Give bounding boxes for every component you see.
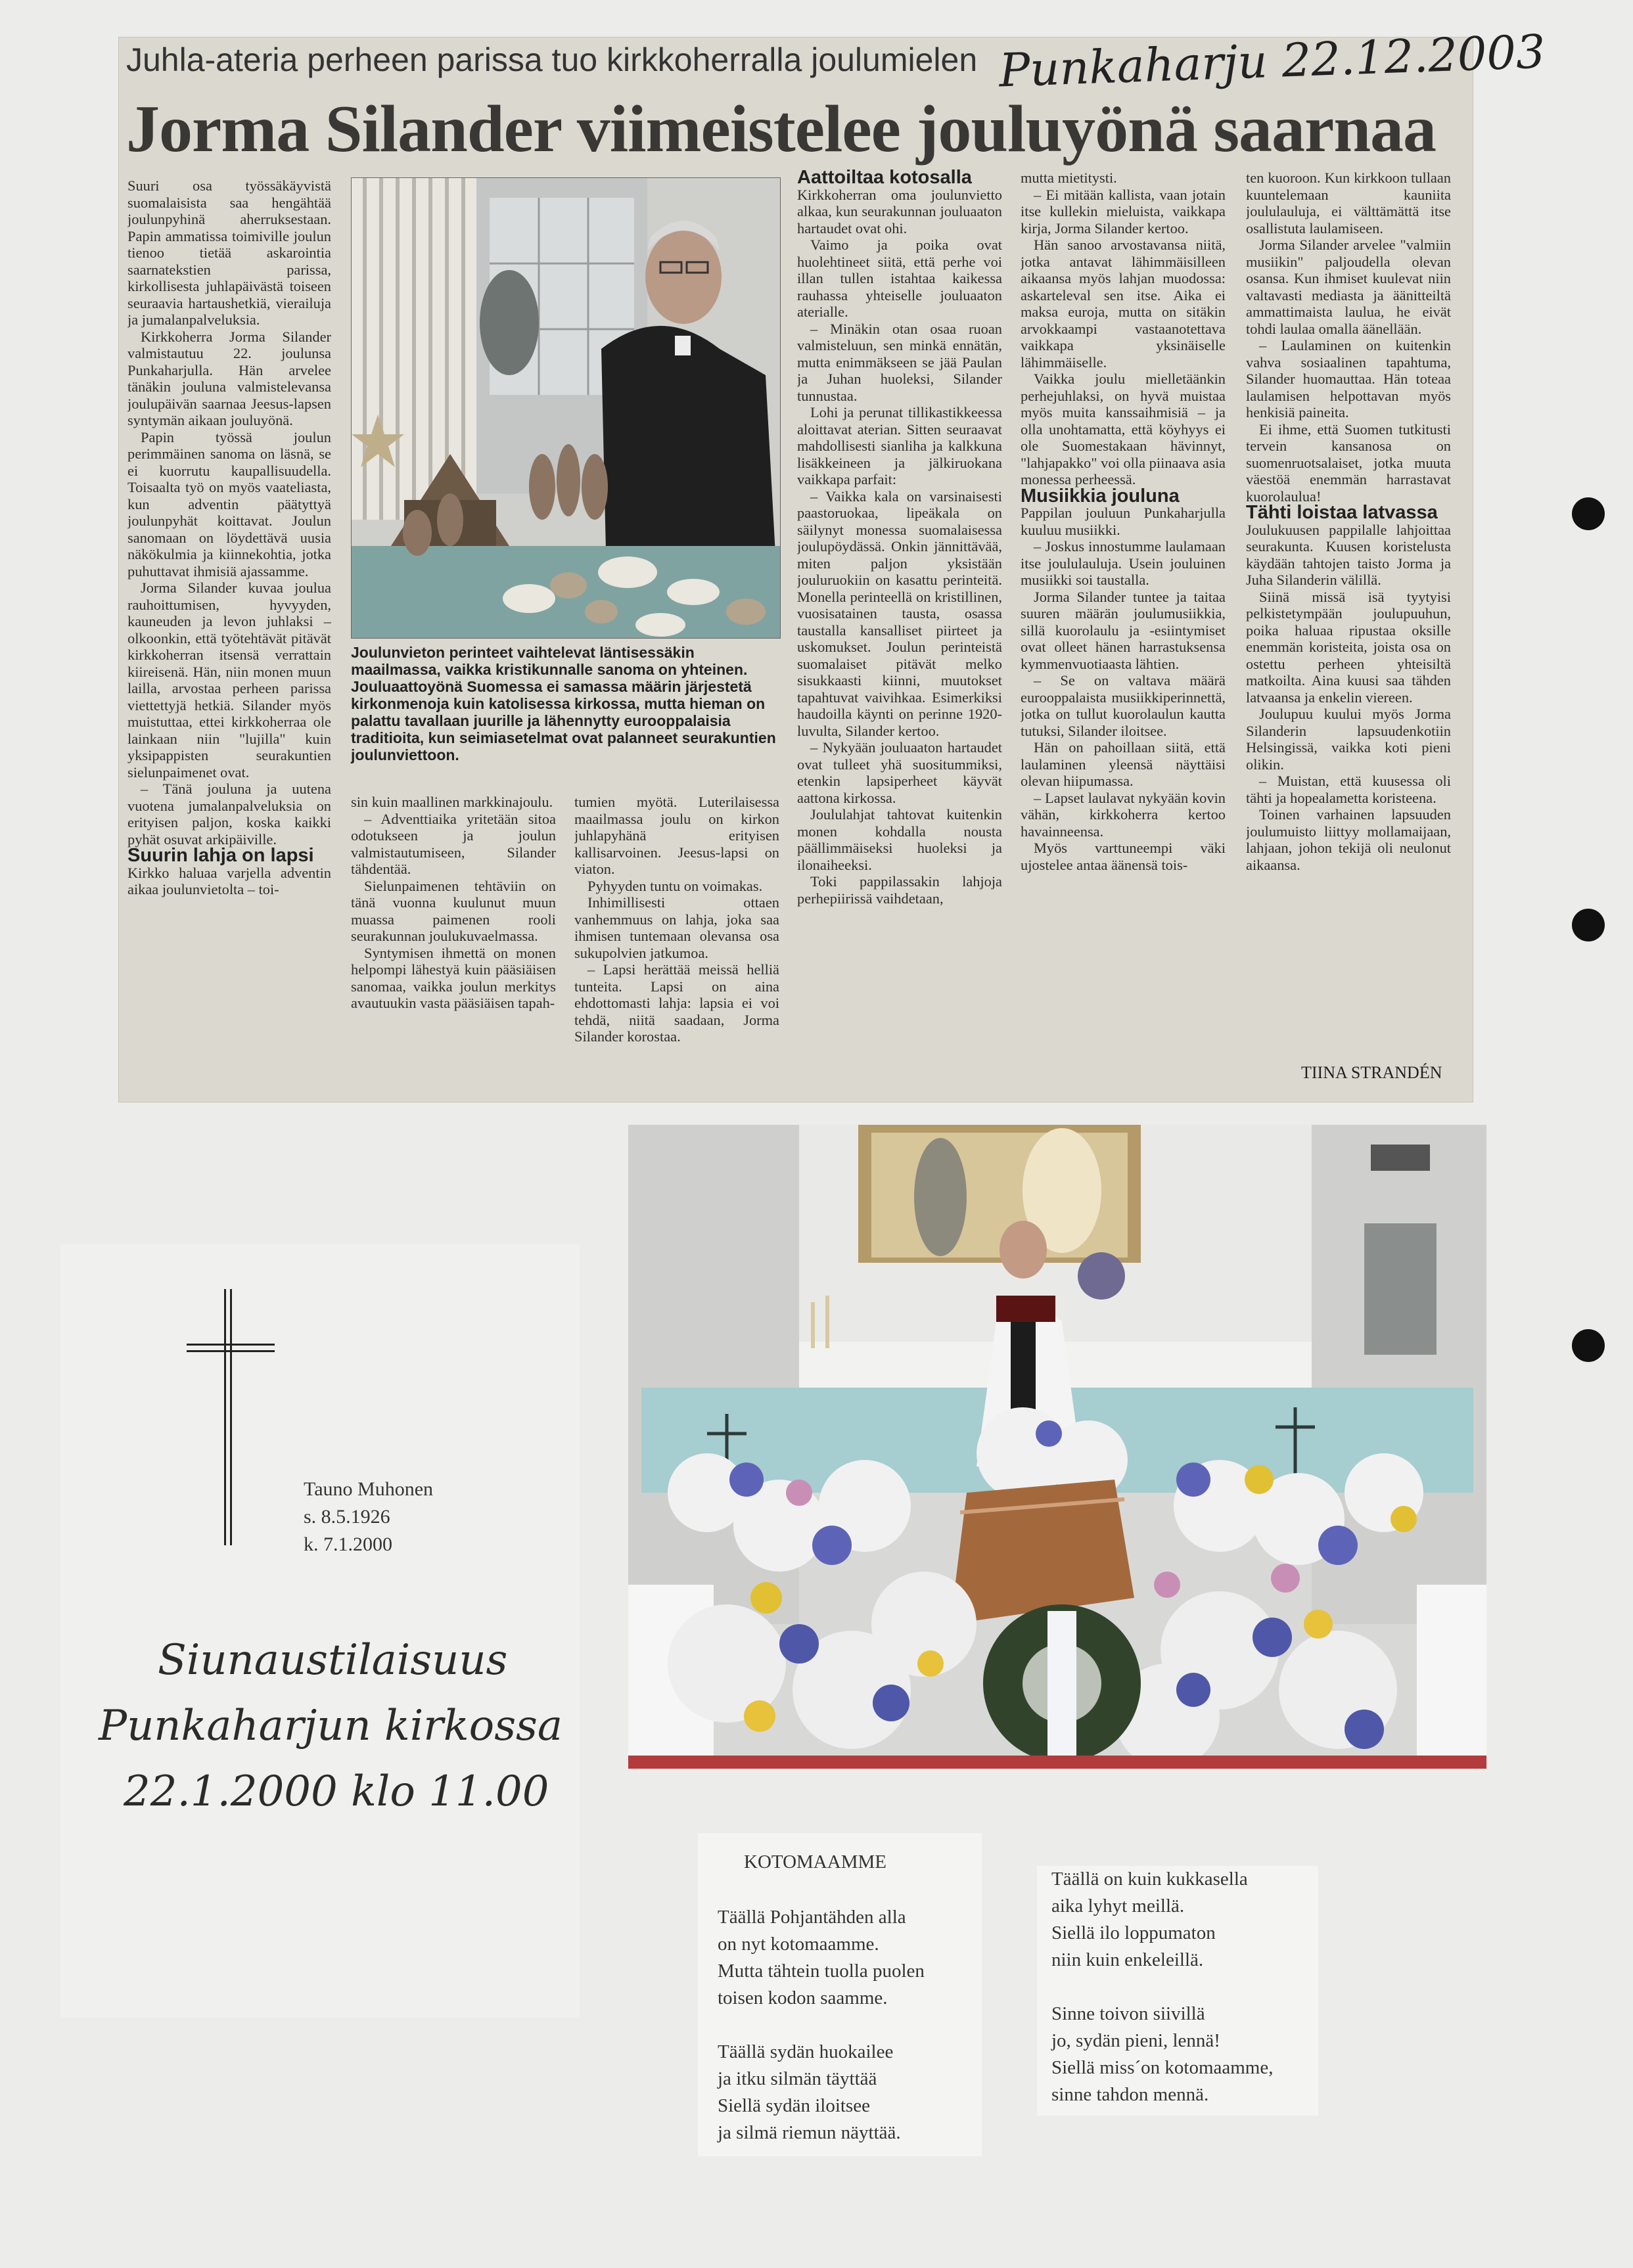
poem-line: on nyt kotomaamme. bbox=[718, 1934, 879, 1955]
poem-line: Täällä on kuin kukkasella bbox=[1051, 1869, 1248, 1890]
col4-subheading: Aattoiltaa kotosalla bbox=[797, 170, 972, 188]
col5-paragraph-2: – Ei mitään kallista, vaan jotain itse kullekin mieluista, vaikkapa kirja, Jorma Silander kertoo. bbox=[1021, 186, 1226, 237]
article-column-4 bbox=[797, 170, 1002, 1102]
poem-line: Täällä Pohjantähden alla bbox=[718, 1907, 906, 1928]
col6-paragraph-4: Ei ihme, että Suomen tutkitusti tervein kansanosa on suomenruotsalaiset, jotka muuta väestöä enemmän harrastavat kuorolaulua! bbox=[1246, 420, 1451, 505]
col3-paragraph-2: Pyhyyden tuntu on voimakas. bbox=[587, 877, 763, 894]
deceased-name: Tauno Muhonen bbox=[304, 1478, 434, 1500]
col4-paragraph-1: Kirkkoherran oma joulunvietto alkaa, kun seurakunnan jouluaaton hartaudet ovat ohi. bbox=[797, 186, 1002, 237]
card-title-line-1: Siunaustilaisuus bbox=[158, 1636, 508, 1685]
col1-paragraph-6: Kirkko haluaa varjella adventin aikaa joulunvietolta – toi- bbox=[127, 864, 331, 897]
poem-line: ja itku silmän täyttää bbox=[718, 2068, 877, 2089]
col6-paragraph-8: – Muistan, että kuusessa oli tähti ja hopealametta koristeena. bbox=[1246, 773, 1451, 806]
binder-hole-icon bbox=[1572, 909, 1605, 941]
article-column-5 bbox=[1021, 170, 1226, 1102]
article-column-1 bbox=[127, 177, 331, 1097]
article-kicker: Juhla-ateria perheen parissa tuo kirkkoherralla joulumielen bbox=[126, 41, 978, 78]
col1-paragraph-1: Suuri osa työssäkäyvistä suomalaisista saa hengähtää joulunpyhinä aherruksestaan. Papin ammatissa toimiville joulun tienoo tietää askarointia saarnatekstien parissa, kirkollisesta juhlapäivästä toiseen seuraavia hartaushetkiä, vierailuja ja jumalanpalveluksia. bbox=[127, 177, 331, 328]
col1-paragraph-5: – Tänä jouluna ja uutena vuotena jumalanpalveluksia on erityisen paljon, koska kaikki pyhät osuvat arkipäiville. bbox=[127, 781, 331, 848]
poem-line: sinne tahdon mennä. bbox=[1051, 2084, 1209, 2105]
col5-paragraph-1: mutta mietitysti. bbox=[1021, 170, 1117, 186]
funeral-card bbox=[60, 1244, 580, 2018]
col1-subheading: Suurin lahja on lapsi bbox=[127, 845, 314, 866]
col4-paragraph-4: Lohi ja perunat tillikastikkeessa aloittavat aterian. Sitten seuraavat mahdollisesti sianliha ja kalkkuna lisäkkeineen ja jälkiruokana vaikkapa parfait: bbox=[797, 404, 1002, 488]
photo-caption: Joulunvieton perinteet vaihtelevat läntisessäkin maailmassa, vaikka kristikunnalle sanoma on yhteinen. Jouluaattoyönä Suomessa ei samassa määrin järjestetä kirkonmenoja kuin katolisessa kirkossa, mutta hieman on palattu tavallaan juurille ja lähennytty eurooppalaisia traditioita, kun seimiasetelmat ovat palanneet seurakuntien joulunviettoon. bbox=[351, 644, 776, 763]
col4-paragraph-2: Vaimo ja poika ovat huolehtineet siitä, että perhe voi illan tullen istahtaa kaikessa rauhassa yhteiselle jouluaaton aterialle. bbox=[797, 237, 1002, 320]
death-date: k. 7.1.2000 bbox=[304, 1533, 392, 1555]
church-funeral-illustration bbox=[628, 1125, 1486, 1769]
col3-paragraph-4: – Lapsi herättää meissä helliä tunteita. Lapsi on aina ehdottomasti lahja: lapsia ei voi tehdä, niitä saadaan, Jorma Silander korostaa. bbox=[574, 961, 779, 1045]
col5-paragraph-3: Hän sanoo arvostavansa niitä, jotka antavat lähimmäisilleen aikaansa myös lahjan muodossa: askarteleval sen itse. Aika ei maksa euroja, mutta on sitäkin arvokkaampi vastaanotettava vaikkapa yksinäiselle lähimmäiselle. bbox=[1021, 237, 1226, 371]
col2-paragraph-1: sin kuin maallinen markkinajoulu. bbox=[351, 794, 553, 810]
col1-paragraph-2: Kirkkoherra Jorma Silander valmistautuu 22. joulunsa Punkaharjulla. Hän arvelee tänäkin jouluna valmistelevansa joulupäivän saarnaa Jeesus-lapsen syntymän aikaan jouluyönä. bbox=[127, 328, 331, 428]
article-column-6 bbox=[1246, 170, 1451, 1056]
poem-line: Täällä sydän huokailee bbox=[718, 2041, 894, 2062]
article-headline: Jorma Silander viimeistelee jouluyönä saarnaa bbox=[126, 92, 1437, 166]
binder-hole-icon bbox=[1572, 497, 1605, 530]
poem-line: jo, sydän pieni, lennä! bbox=[1051, 2030, 1220, 2051]
col5-paragraph-6: – Joskus innostumme laulamaan itse joululauluja. Usein jouluinen musiikki soi taustalla. bbox=[1021, 538, 1226, 588]
col5-paragraph-5: Pappilan jouluun Punkaharjulla kuuluu musiikki. bbox=[1021, 505, 1226, 538]
poem-title: KOTOMAAMME bbox=[744, 1851, 886, 1872]
col6-paragraph-5: Joulukuusen pappilalle lahjoittaa seurakunta. Kuusen koristelusta käydään tahtojen taisto Jorma ja Juha Silanderin välillä. bbox=[1246, 521, 1451, 588]
church-funeral-photo bbox=[628, 1125, 1486, 1769]
col3-paragraph-3: Inhimillisesti ottaen vanhemmuus on lahja, joka saa ihmisen tuntemaan olevansa osa sukupolvien jatkumoa. bbox=[574, 894, 779, 961]
col2-paragraph-4: Syntymisen ihmettä on monen helpompi lähestyä kuin pääsiäisen sanomaa, vaikka joulun merkitys avautuukin vasta pääsiäisen tapah- bbox=[351, 944, 556, 1011]
poem-line: Siellä sydän iloitsee bbox=[718, 2095, 870, 2116]
poem-line: Siellä ilo loppumaton bbox=[1051, 1922, 1216, 1943]
priest-nativity-photo bbox=[351, 177, 781, 639]
article-column-3 bbox=[574, 794, 779, 1102]
card-title-line-2: Punkaharjun kirkossa bbox=[99, 1702, 563, 1750]
cross-icon bbox=[224, 1289, 226, 1545]
col6-paragraph-7: Joulupuu kuului myös Jorma Silanderin lapsuudenkotiin Helsingissä, vaikka koti pieni olikin. bbox=[1246, 706, 1451, 773]
cross-bar-bottom bbox=[187, 1350, 275, 1352]
col6-paragraph-2: Jorma Silander arvelee "valmiin musiikin" paljoudella olevan osansa. Kun ihmiset kuulevat niin valtavasti mediasta ja äänitteiltä ammattimaista laulua, he eivät tohdi laulaa omalla äänellään. bbox=[1246, 237, 1451, 337]
col6-subheading: Tähti loistaa latvassa bbox=[1246, 502, 1438, 523]
poem-line: aika lyhyt meillä. bbox=[1051, 1895, 1185, 1916]
card-title-line-3: 22.1.2000 klo 11.00 bbox=[124, 1767, 549, 1816]
col5-paragraph-7: Jorma Silander tuntee ja taitaa suuren määrän joulumusiikkia, sillä kuorolaulu ja -esiintymiset ovat olleet hänen harrastuksensa kymmenvuotiaasta lähtien. bbox=[1021, 588, 1226, 672]
poem-line: Mutta tähtein tuolla puolen bbox=[718, 1961, 925, 1982]
col3-paragraph-1: tumien myötä. Luterilaisessa maailmassa joulu on kirkon juhlapyhänä erityisen kallisarvoinen. Jeesus-lapsi on viaton. bbox=[574, 794, 779, 877]
binder-hole-icon bbox=[1572, 1329, 1605, 1362]
col4-paragraph-8: Toki pappilassakin lahjoja perhepiirissä vaihdetaan, bbox=[797, 873, 1002, 907]
poem-stanza-break bbox=[718, 2012, 925, 2039]
col6-paragraph-6: Siinä missä isä tyytyisi pelkistetympään joulupuuhun, poika haluaa ripustaa oksille enemmän koristeita, joista osa on ostettu perheen yhteisiltä matkoilta. Aina kuusi saa tähden latvaansa ja enkelin viereen. bbox=[1246, 588, 1451, 706]
col6-paragraph-9: Toinen varhainen lapsuuden joulumuisto liittyy mollamaijaan, lahjaan, johon tekijä oli neulonut aikaansa. bbox=[1246, 806, 1451, 873]
birth-date: s. 8.5.1926 bbox=[304, 1506, 390, 1528]
col4-paragraph-7: Joululahjat tahtovat kuitenkin monen kohdalla nousta päällimmäiseksi huoleksi ja ilonaiheeksi. bbox=[797, 806, 1002, 873]
poem-line: Siellä miss´on kotomaamme, bbox=[1051, 2057, 1274, 2078]
col1-paragraph-4: Jorma Silander kuvaa joulua rauhoittumisen, hyvyyden, kauneuden ja levon juhlaksi – olkoonkin, että työtehtävät pitävät kirkkoherran itsensä verrattain kiireisenä. Hän, niin monen muun lailla, arvostaa perheen parissa viettettyjä hetkiä. Silander myös muistuttaa, ettei kirkkoherraa ole lainkaan niin "lujilla" kuin yksipappisten seurakuntien sielunpaimenet ovat. bbox=[127, 579, 331, 781]
poem-line: Sinne toivon siivillä bbox=[1051, 2003, 1205, 2024]
col2-paragraph-2: – Adventtiaika yritetään sitoa odotukseen ja joulun valmistautumiseen, Silander tähdentää. bbox=[351, 810, 556, 877]
col2-paragraph-3: Sielunpaimenen tehtäviin on tänä vuonna kuulunut muun muassa paimenen rooli seurakunnan joulukuvaelmassa. bbox=[351, 877, 556, 944]
article-byline: TIINA STRANDÉN bbox=[1301, 1063, 1442, 1082]
poem-kotomaamme bbox=[698, 1833, 982, 2156]
poem-stanza-break bbox=[1051, 1974, 1273, 2001]
col6-paragraph-3: – Laulaminen on kuitenkin vahva sosiaalinen tapahtuma, Silander huomauttaa. Hän toteaa laulamisen helpottavan myös henkisiä paineita. bbox=[1246, 337, 1451, 420]
handwritten-date-note: Punkaharju 22.12.2003 bbox=[998, 24, 1546, 98]
poem-line: ja silmä riemun näyttää. bbox=[718, 2122, 901, 2143]
poem-2-stanzas bbox=[1051, 1866, 1273, 2108]
cross-icon-line bbox=[230, 1289, 232, 1545]
col5-paragraph-11: Myös varttuneempi väki ujostelee antaa äänensä tois- bbox=[1021, 840, 1226, 873]
poem-1-stanzas bbox=[718, 1904, 925, 2146]
col4-paragraph-5: – Vaikka kala on varsinaisesti paastoruokaa, lipeäkala on säilynyt monessa suomalaisessa joulupöydässä. Onkin jännittävää, miten paljon yksistään jouluruokiin on kasattu perinteitä. Monella perinteellä on kristillinen, vuosisatainen tausta, osassa taustalla kansalliset piirteet ja uskomukset. Joulun perinteistä suomalaiset pitävät melko sisukkaasti kiinni, muutokset tapahtuvat vaivihkaa. Esimerkiksi haudoilla käynti on perinne 1920-luvulta, Silander kertoo. bbox=[797, 488, 1002, 739]
col1-paragraph-3: Papin työssä joulun perimmäinen sanoma on läsnä, se ei kuorrutu kaupallisuudella. Toisaalta työ on myös vaateliasta, kun adventin päätyttyä joulunpyhät koittavat. Joulun sanomaan on löydettävä uusia näkökulmia ja kiinnekohtia, jotka puhuttavat ihmisiä ajassamme. bbox=[127, 428, 331, 579]
priest-nativity-illustration bbox=[352, 178, 780, 638]
poem-continuation bbox=[1037, 1866, 1318, 2116]
poem-line: toisen kodon saamme. bbox=[718, 1987, 888, 2008]
col5-paragraph-4: Vaikka joulu mielletäänkin perhejuhlaksi, on hyvä muistaa myös muita kanssaihmisiä – ja olla unohtamatta, että köyhyys ei ole Suomestakaan hävinnyt, "lahjapakko" voi olla piinaava asia monessa perheessä. bbox=[1021, 371, 1226, 488]
col5-subheading: Musiikkia jouluna bbox=[1021, 485, 1180, 507]
col4-paragraph-3: – Minäkin otan osaa ruoan valmisteluun, sen minkä ennätän, mutta enimmäkseen se jää Paulan ja Juhan huoleksi, Silander tunnustaa. bbox=[797, 320, 1002, 404]
poem-line: niin kuin enkeleillä. bbox=[1051, 1949, 1204, 1970]
col5-paragraph-9: Hän on pahoillaan siitä, että laulaminen yleensä näyttäisi olevan hiipumassa. bbox=[1021, 739, 1226, 789]
col5-paragraph-10: – Lapset laulavat nykyään kovin vähän, kirkkoherra kertoo havainneensa. bbox=[1021, 789, 1226, 840]
cross-bar-top bbox=[187, 1344, 275, 1346]
col6-paragraph-1: ten kuoroon. Kun kirkkoon tullaan kuuntelemaan kauniita joululauluja, ei välttämättä itse osallistuta laulamiseen. bbox=[1246, 170, 1451, 237]
col5-paragraph-8: – Se on valtava määrä eurooppalaista musiikkiperinnettä, jotka on tullut kuorolaulun kautta tutuksi, Silander iloitsee. bbox=[1021, 672, 1226, 739]
col4-paragraph-6: – Nykyään jouluaaton hartaudet ovat tulleet yhä suositummiksi, etenkin lapsiperheet käyvät aattona kirkossa. bbox=[797, 739, 1002, 806]
article-column-2 bbox=[351, 794, 556, 1102]
